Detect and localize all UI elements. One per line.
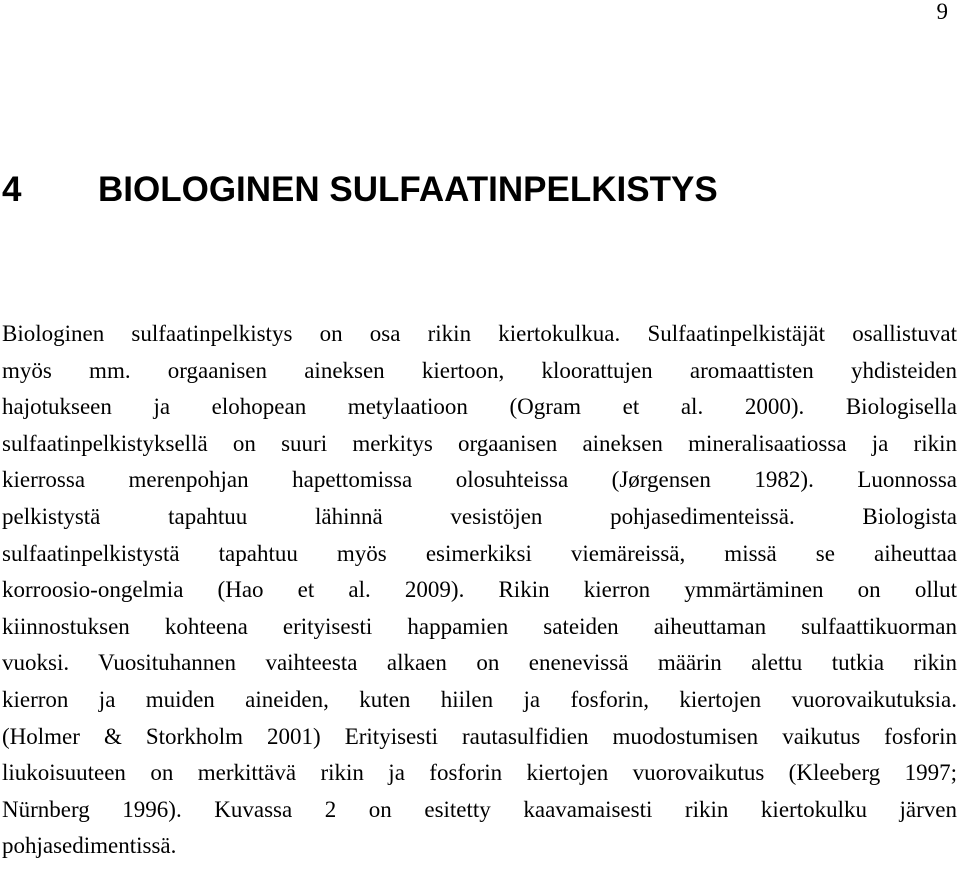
paragraph-line: Biologinen sulfaatinpelkistys on osa rikin kiertokulkua. Sulfaatinpelkistäjät osallistuvat [2,321,957,346]
body-paragraph [2,316,957,865]
paragraph-line: hajotukseen ja elohopean metylaatioon (Ogram et al. 2000). Biologisella [2,394,957,420]
paragraph-line: liukoisuuteen on merkittävä rikin ja fosforin kiertojen vuorovaikutus (Kleeberg 1997; [2,760,957,786]
paragraph-line: vuoksi. Vuosituhannen vaihteesta alkaen on enenevissä määrin alettu tutkia rikin [2,650,957,676]
paragraph-line: kiinnostuksen kohteena erityisesti happamien sateiden aiheuttaman sulfaattikuorman [2,613,957,639]
paragraph-line: (Holmer & Storkholm 2001) Erityisesti rautasulfidien muodostumisen vaikutus fosforin [2,723,957,749]
paragraph-line: kierrossa merenpohjan hapettomissa olosuhteissa (Jørgensen 1982). Luonnossa [2,467,957,493]
paragraph-line: sulfaatinpelkistyksellä on suuri merkitys orgaanisen aineksen mineralisaatiossa ja rikin [2,430,957,456]
chapter-heading [2,170,718,210]
paragraph-line: korroosio-ongelmia (Hao et al. 2009). Rikin kierron ymmärtäminen on ollut [2,577,957,603]
paragraph-line: Nürnberg 1996). Kuvassa 2 on esitetty kaavamaisesti rikin kiertokulku järven [2,796,957,822]
page-number: 9 [936,0,948,24]
chapter-number: 4 [2,170,22,209]
paragraph-line: pohjasedimentissä. [2,833,177,859]
paragraph-line: kierron ja muiden aineiden, kuten hiilen ja fosforin, kiertojen vuorovaikutuksia. [2,686,957,712]
paragraph-line: myös mm. orgaanisen aineksen kiertoon, kloorattujen aromaattisten yhdisteiden [2,357,957,383]
paragraph-line: sulfaatinpelkistystä tapahtuu myös esimerkiksi viemäreissä, missä se aiheuttaa [2,540,957,566]
paragraph-line: pelkistystä tapahtuu lähinnä vesistöjen pohjasedimenteissä. Biologista [2,503,957,529]
chapter-title: BIOLOGINEN SULFAATINPELKISTYS [98,170,718,209]
